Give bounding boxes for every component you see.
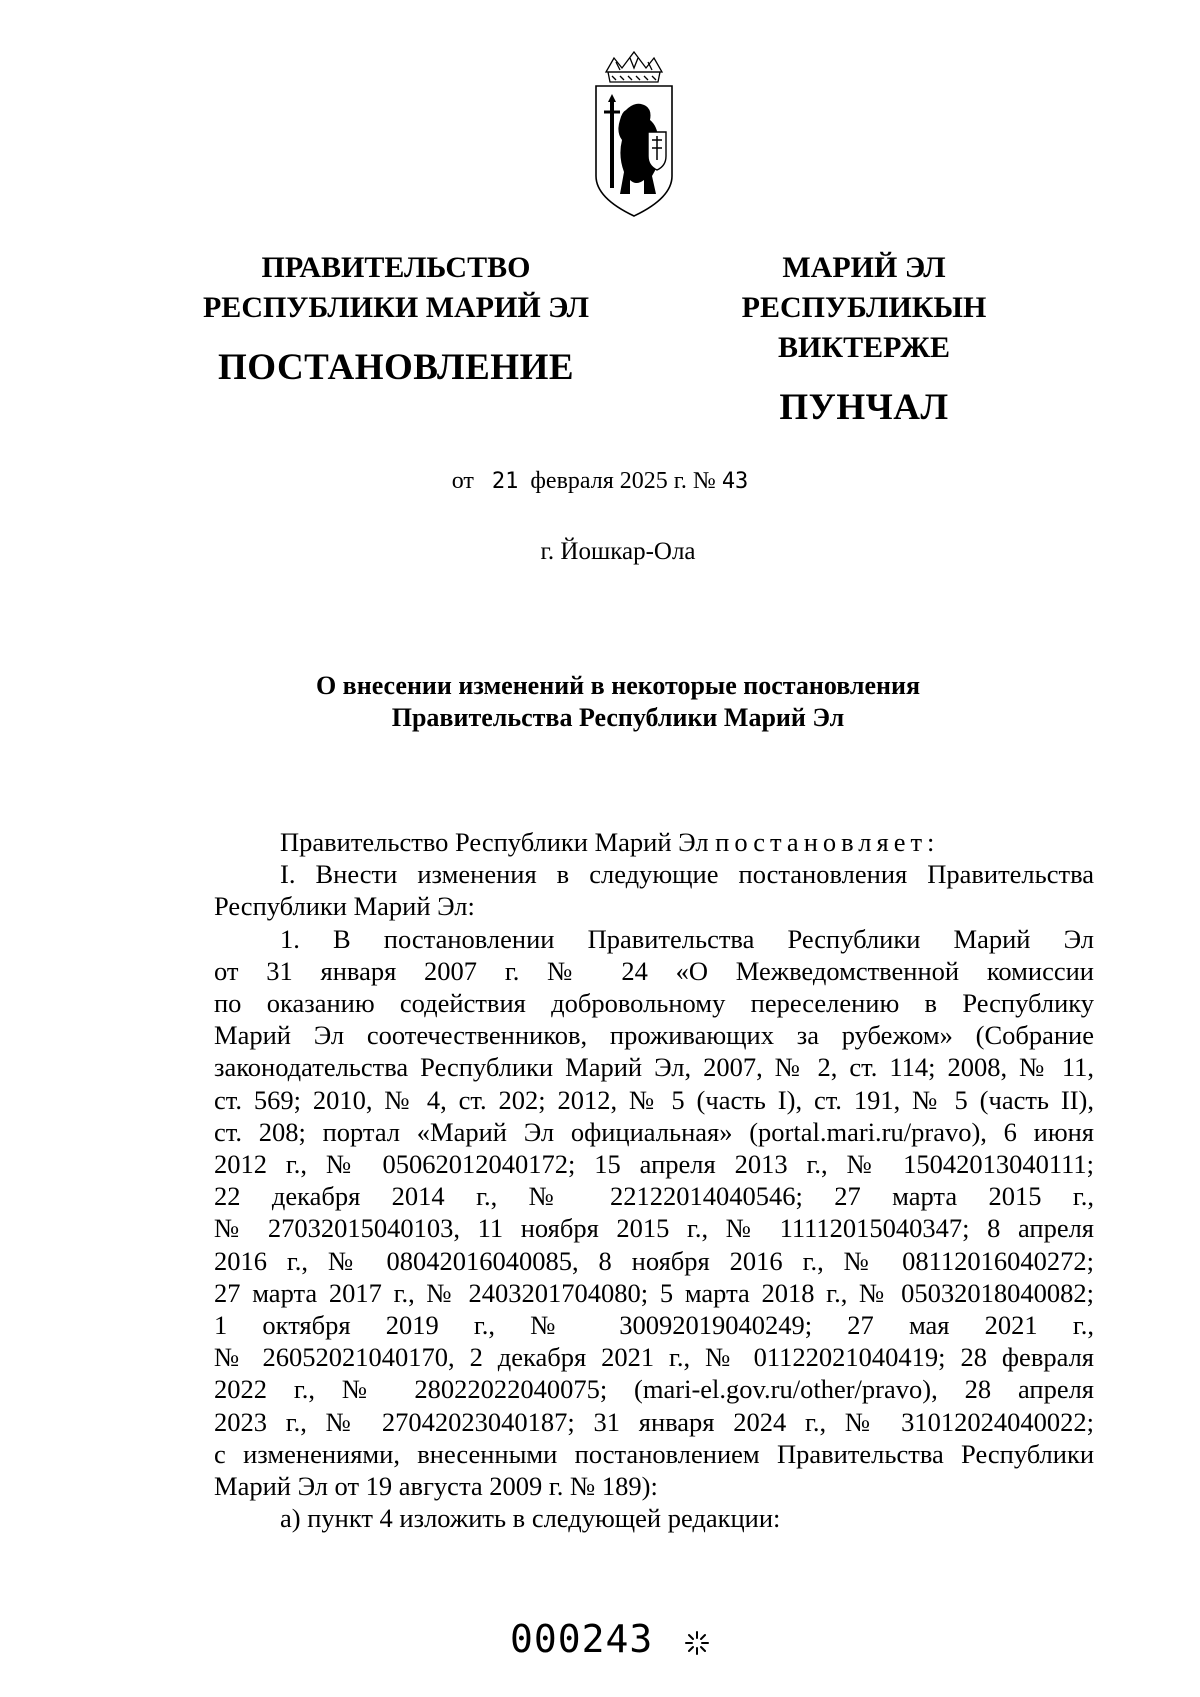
body-line: 2023 г., № 27042023040187; 31 января 2024 г., № 31012024040022; — [214, 1406, 1094, 1437]
title-line-1: О внесении изменений в некоторые постановления — [315, 671, 921, 700]
body-line: Марий Эл от 19 августа 2009 г. № 189): — [214, 1471, 658, 1502]
government-name-line1: ПРАВИТЕЛЬСТВО — [261, 251, 531, 284]
intro-text: Правительство Республики Марий Эл — [280, 827, 716, 857]
header-right-block — [664, 248, 1064, 430]
document-body — [214, 826, 1094, 1534]
date-month-year: февраля 2025 г. № — [530, 468, 716, 494]
body-line: 1. В постановлении Правительства Республики Марий Эл — [280, 923, 1094, 954]
body-line: № 26052021040170, 2 декабря 2021 г., № 01122021040419; 28 февраля — [214, 1342, 1094, 1373]
body-line: от 31 января 2007 г. № 24 «О Межведомственной комиссии — [214, 955, 1094, 986]
body-line: № 27032015040103, 11 ноября 2015 г., № 11112015040347; 8 апреля — [214, 1213, 1094, 1244]
snowflake-mark-icon — [684, 1630, 710, 1656]
document-type-ru: ПОСТАНОВЛЕНИЕ — [217, 347, 575, 388]
date-prefix: от — [451, 468, 474, 494]
date-day: 21 — [491, 469, 519, 494]
document-type-mari: ПУНЧАЛ — [779, 387, 949, 428]
body-line: 1 октября 2019 г., № 30092019040249; 27 мая 2021 г., — [214, 1310, 1094, 1341]
body-line: 22 декабря 2014 г., № 22122014040546; 27 марта 2015 г., — [214, 1181, 1094, 1212]
government-name-line2: РЕСПУБЛИКИ МАРИЙ ЭЛ — [202, 291, 589, 324]
document-title — [0, 670, 1200, 734]
form-serial-number: 000243 — [510, 1617, 654, 1661]
document-date-line — [0, 468, 1200, 495]
government-name-mari-line1: МАРИЙ ЭЛ РЕСПУБЛИКЫН — [741, 251, 987, 324]
body-line: ст. 208; портал «Марий Эл официальная» (portal.mari.ru/pravo), 6 июня — [214, 1116, 1094, 1147]
coat-of-arms-icon — [586, 48, 682, 228]
body-line: с изменениями, внесенными постановлением Правительства Республики — [214, 1438, 1094, 1469]
document-city: г. Йошкар-Ола — [540, 538, 696, 565]
body-line: ст. 569; 2010, № 4, ст. 202; 2012, № 5 (часть I), ст. 191, № 5 (часть II), — [214, 1084, 1094, 1115]
body-line: 2016 г., № 08042016040085, 8 ноября 2016 г., № 08112016040272; — [214, 1245, 1094, 1276]
body-line: законодательства Республики Марий Эл, 2007, № 2, ст. 114; 2008, № 11, — [214, 1052, 1094, 1083]
body-intro — [214, 826, 1094, 858]
body-line: по оказанию содействия добровольному переселению в Республику — [214, 988, 1094, 1019]
body-line: Марий Эл соотечественников, проживающих за рубежом» (Собрание — [214, 1020, 1094, 1051]
government-name-mari-line2: ВИКТЕРЖЕ — [777, 331, 951, 364]
document-number: 43 — [721, 469, 749, 494]
header-left-block — [196, 248, 596, 390]
body-line: 2022 г., № 28022022040075; (mari-el.gov.ru/other/pravo), 28 апреля — [214, 1374, 1094, 1405]
title-line-2: Правительства Республики Марий Эл — [391, 703, 845, 732]
body-line: I. Внести изменения в следующие постановления Правительства — [280, 859, 1094, 890]
body-line: 2012 г., № 05062012040172; 15 апреля 2013 г., № 15042013040111; — [214, 1149, 1094, 1180]
body-line: 27 марта 2017 г., № 2403201704080; 5 марта 2018 г., № 05032018040082; — [214, 1277, 1094, 1308]
body-line: а) пункт 4 изложить в следующей редакции: — [280, 1503, 781, 1534]
intro-decree-word: постановляет: — [715, 827, 940, 857]
body-line: Республики Марий Эл: — [214, 891, 475, 922]
